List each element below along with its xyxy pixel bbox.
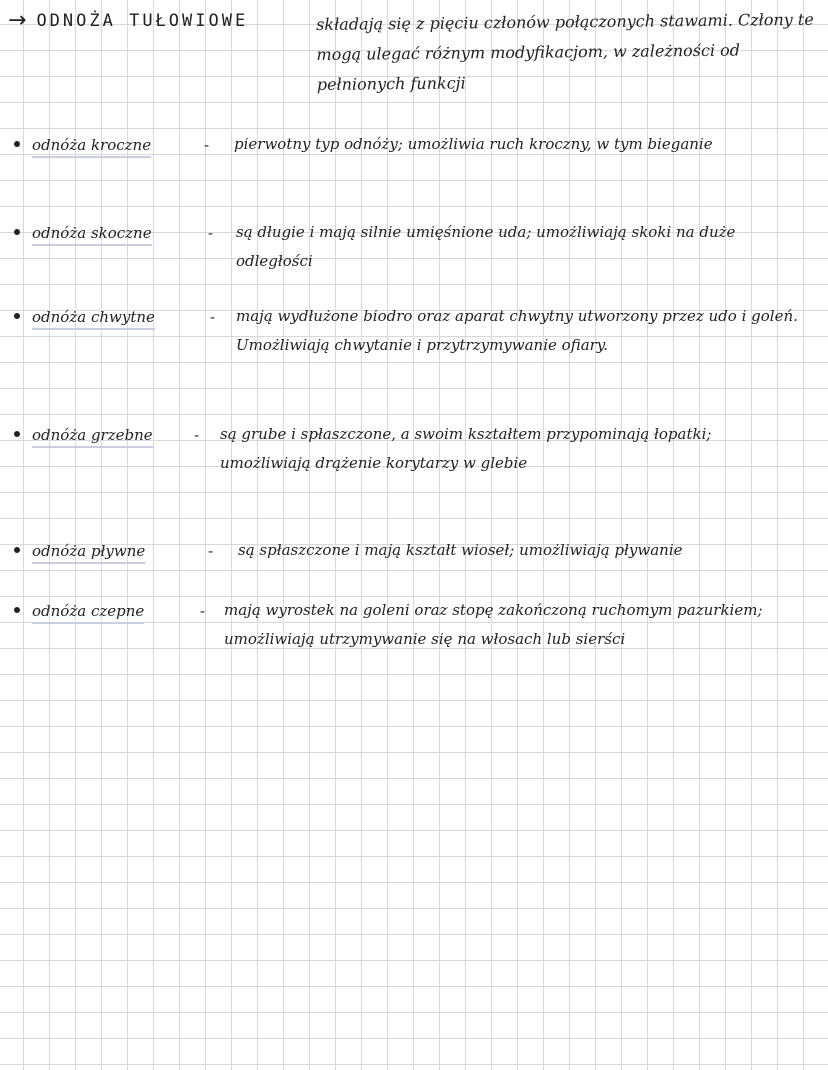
bullet-icon bbox=[14, 141, 20, 147]
item-dash: - bbox=[200, 602, 206, 620]
item-dash: - bbox=[194, 426, 200, 444]
item-dash: - bbox=[208, 542, 214, 560]
bullet-icon bbox=[14, 607, 20, 613]
item-description: są grube i spłaszczone, a swoim kształtem przypominają łopatki; umożliwiają drążenie korytarzy w glebie bbox=[220, 425, 712, 472]
section-title: ODNOŻA TUŁOWIOWE bbox=[36, 11, 249, 31]
item-term: odnóża skoczne bbox=[32, 222, 152, 246]
item-dash: - bbox=[210, 308, 216, 326]
bullet-icon bbox=[14, 313, 20, 319]
section-header bbox=[8, 8, 820, 94]
item-dash: - bbox=[208, 224, 214, 242]
bullet-icon bbox=[14, 431, 20, 437]
item-term: odnóża kroczne bbox=[32, 134, 151, 158]
arrow-icon: → bbox=[8, 8, 27, 33]
item-term: odnóża pływne bbox=[32, 540, 145, 564]
item-description: mają wyrostek na goleni oraz stopę zakończoną ruchomym pazurkiem; umożliwiają utrzymywanie się na włosach lub sierści bbox=[224, 601, 763, 648]
item-description: są spłaszczone i mają kształt wioseł; umożliwiają pływanie bbox=[238, 541, 683, 559]
item-term: odnóża chwytne bbox=[32, 306, 155, 330]
item-term: odnóża grzebne bbox=[32, 424, 153, 448]
item-term: odnóża czepne bbox=[32, 600, 144, 624]
item-description: są długie i mają silnie umięśnione uda; umożliwiają skoki na duże odległości bbox=[236, 223, 736, 270]
item-dash: - bbox=[204, 136, 210, 154]
bullet-icon bbox=[14, 229, 20, 235]
section-intro-text: składają się z pięciu członów połączonych stawami. Człony te mogą ulegać różnym modyfikacjom, w zależności od pełnionych funkcji bbox=[316, 9, 814, 94]
item-description: mają wydłużone biodro oraz aparat chwytny utworzony przez udo i goleń. Umożliwiają chwytanie i przytrzymywanie ofiary. bbox=[236, 307, 798, 354]
bullet-icon bbox=[14, 547, 20, 553]
item-description: pierwotny typ odnóży; umożliwia ruch kroczny, w tym bieganie bbox=[234, 135, 713, 153]
